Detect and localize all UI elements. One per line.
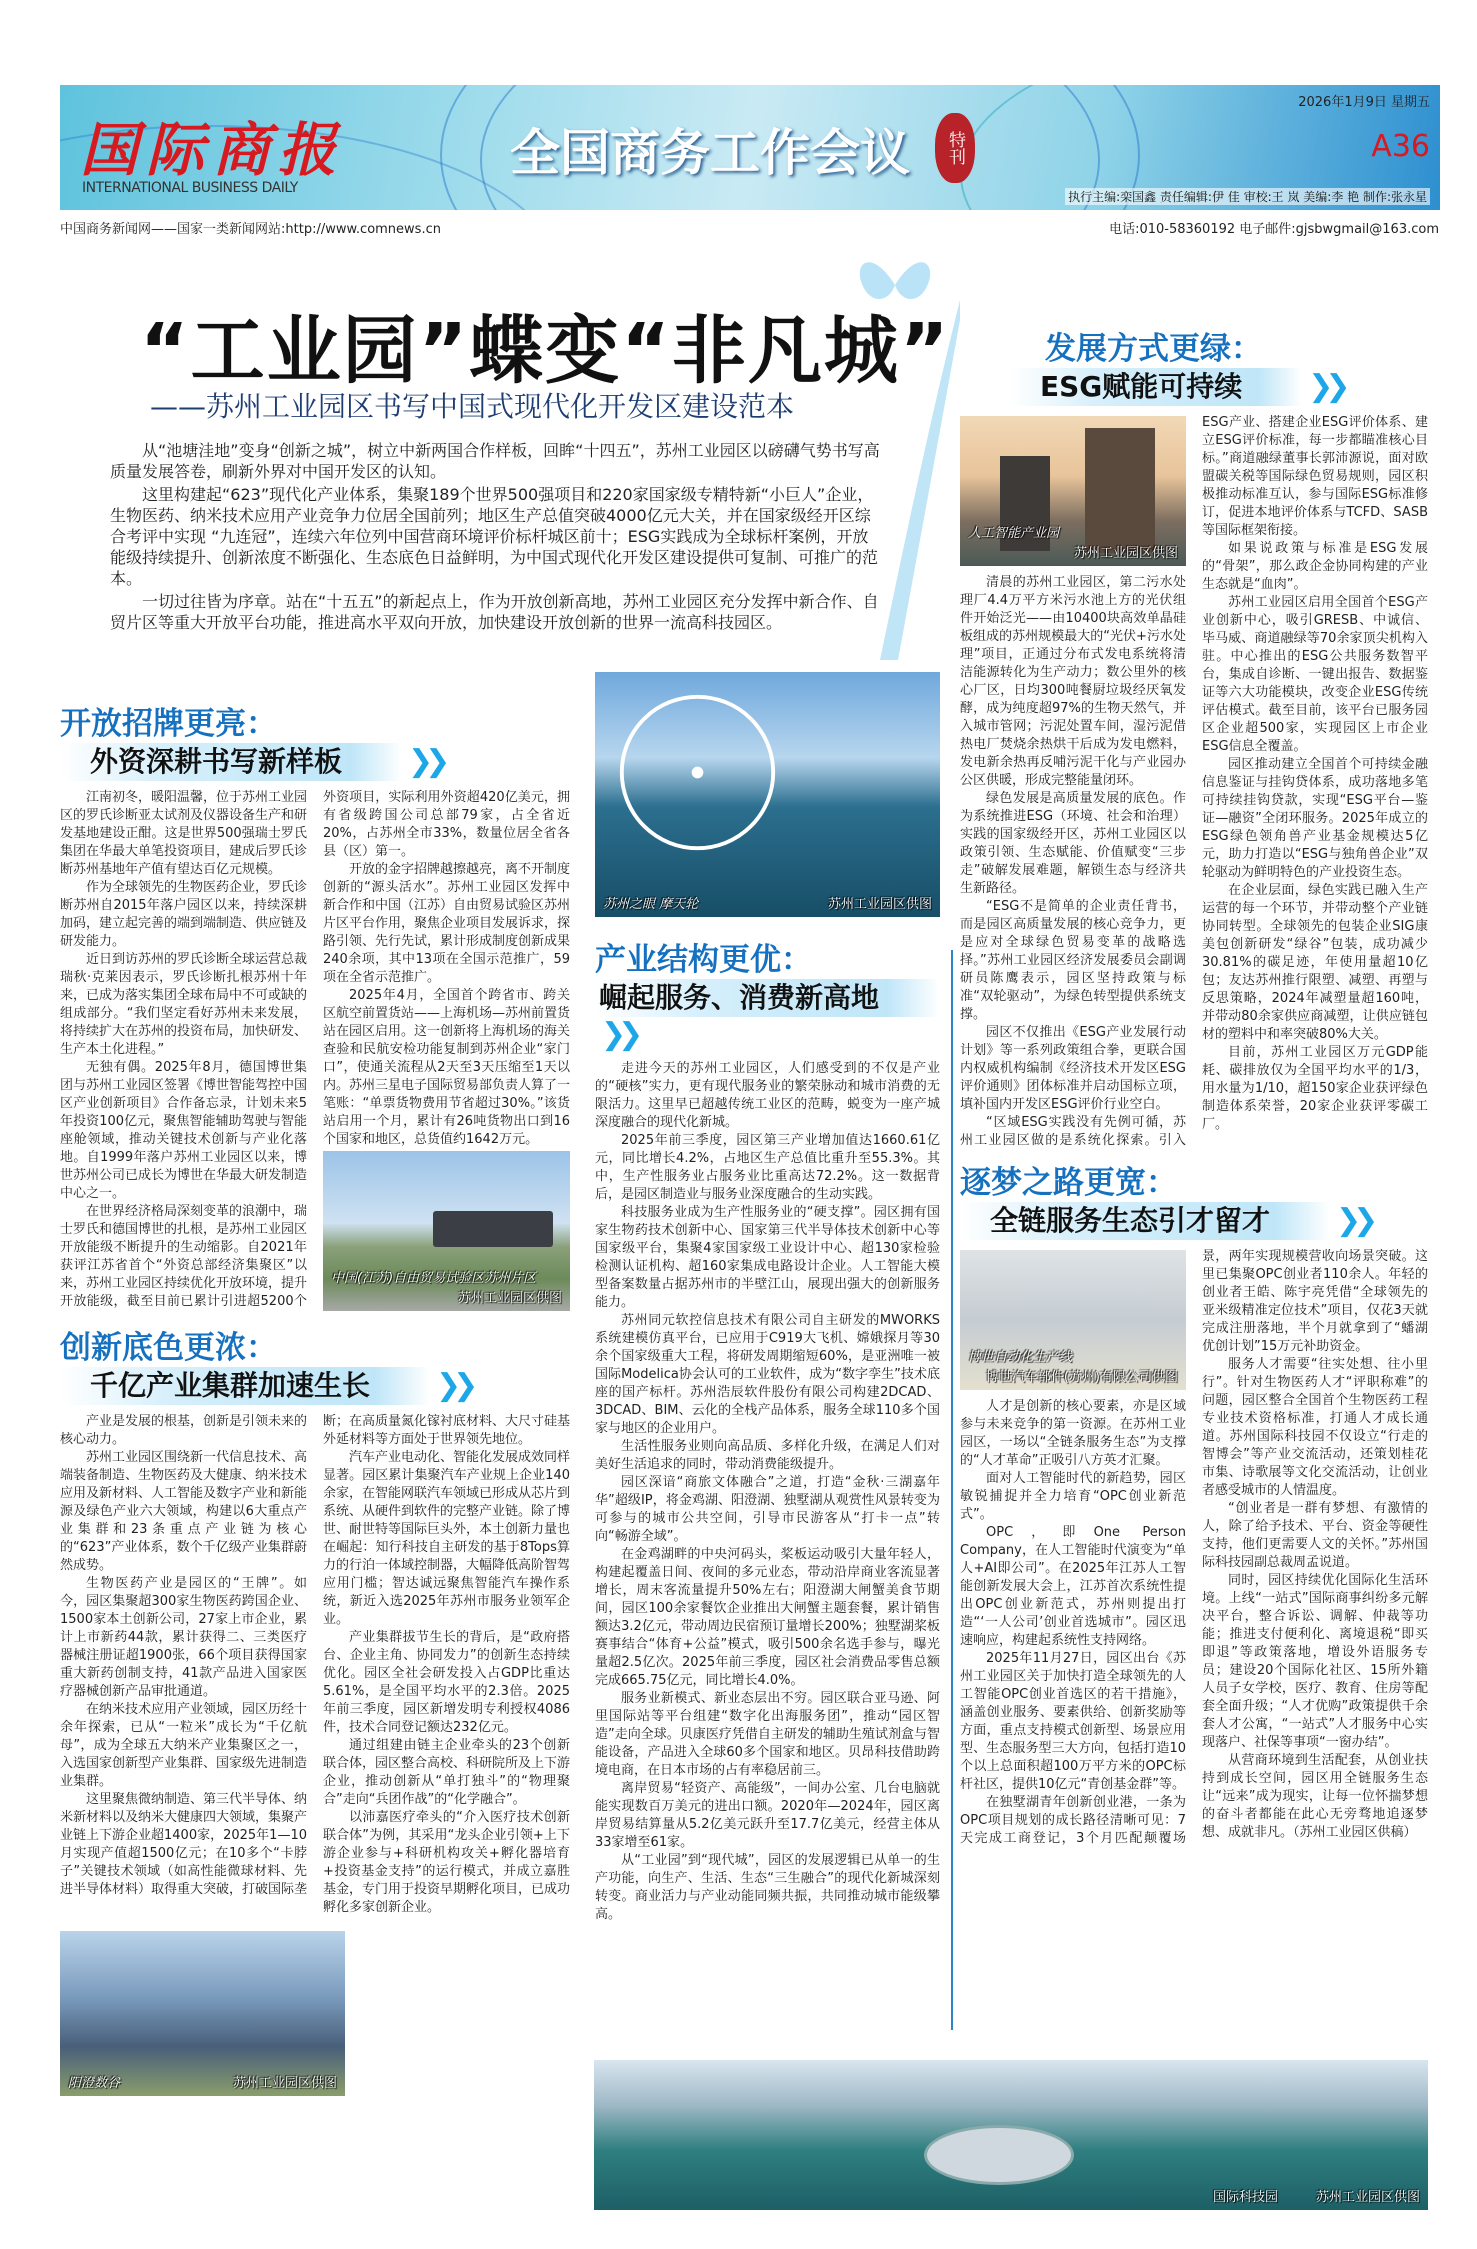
section-heading-talent xyxy=(960,1164,1428,1240)
contact-line: 电话:010-58360192 电子邮件:gjsbwgmail@163.com xyxy=(1109,222,1439,237)
paragraph: 开放的金字招牌越擦越亮，离不开制度创新的“源头活水”。苏州工业园区发挥中新合作和中国（江苏）自由贸易试验区苏州片区平台作用，聚焦企业项目发展诉求，探路引领、先行先试，累计形成制度创新成果240余项，其中13项在全国示范推广，59项在全省示范推广。 xyxy=(323,862,571,985)
paragraph: 作为全球领先的生物医药企业，罗氏诊断苏州自2015年落户园区以来，持续深耕加码，建立起完善的端到端制造、供应链及研发能力。 xyxy=(60,880,308,949)
paragraph: 服务人才需要“往实处想、往小里行”。针对生物医药人才“评职称难”的问题，园区整合全国首个生物医药工程专业技术资格标准，打通人才成长通道。苏州国际科技园不仅设立“行走的智博会”等产业交流活动，还策划桂花市集、诗歌展等文化交流活动，让创业者感受城市的人情温度。 xyxy=(1202,1357,1428,1498)
paragraph: 绿色发展是高质量发展的底色。作为系统推进ESG（环境、社会和治理）实践的国家级经开区，苏州工业园区以政策引领、生态赋能、价值赋变“三步走”破解发展难题，解锁生态与经济共生新路径。 xyxy=(960,791,1186,896)
paragraph: 近日到访苏州的罗氏诊断全球运营总裁瑞秋·克莱因表示，罗氏诊断扎根苏州十年来，已成为落实集团全球布局中不可或缺的组成部分。“我们坚定看好苏州未来发展，将持续扩大在苏州的投资布局，加快研发、生产本土化进程。” xyxy=(60,952,308,1057)
paragraph: 这里构建起“623”现代化产业体系，集聚189个世界500强项目和220家国家级专精特新“小巨人”企业，生物医药、纳米技术应用产业竞争力位居全国前列；地区生产总值突破4000亿元大关，并在国家级经开区综合考评中实现 “九连冠”，连续六年位列中国营商环境评价标杆城区前十；ESG实践成为全球标杆案例，开放能级持续提升、创新浓度不断强化、生态底色日益鲜明，为中国式现代化开发区建设提供可复制、可推广的范本。 xyxy=(110,485,879,588)
paragraph: “区域ESG实践没有先例可循，苏州工业园区做的是系统化探索。引入ESG产业、搭建企业ESG评价体系、建立ESG评价标准，每一步都瞄准核心目标。”商道融绿董事长郭沛源说，面对欧盟碳关税等国际绿色贸易规则，园区积极推动标准互认，参与国际ESG标准修订，促进本地评价体系与TCFD、SASB等国际框架衔接。 xyxy=(960,415,1428,1148)
paragraph: 园区深谙“商旅文体融合”之道，打造“金秋·三湖嘉年华”超级IP，将金鸡湖、阳澄湖、独墅湖从观赏性风景转变为可参与的城市公共空间，引导市民游客从“打卡一点”转向“畅游全域”。 xyxy=(595,1475,940,1544)
section-heading-primary: 发展方式更绿： xyxy=(1045,331,1262,367)
photo-credit: 苏州工业园区供图 xyxy=(457,1291,562,1306)
paragraph: 从营商环境到生活配套，从创业扶持到成长空间，园区用全链服务生态让“远来”成为现实，让每一位怀揣梦想的奋斗者都能在此心无旁骛地追逐梦想、成就非凡。（苏州工业园区供稿） xyxy=(1202,1753,1428,1840)
paragraph: 在独墅湖青年创新创业港，一条为OPC项目规划的成长路径清晰可见：7天完成工商登记，3个月匹配颠覆场景，两年实现规模营收向场景突破。这里已集聚OPC创业者110余人。年轻的创业者王皓、陈宇亮凭借“全球领先的亚米级精准定位技术”项目，仅花3天就完成注册落地，半个月就拿到了“蟠湖优创计划”15万元补助资金。 xyxy=(960,1249,1428,1846)
section-body-innovation xyxy=(60,1413,570,1917)
paragraph: 如果说政策与标准是ESG发展的“骨架”，那么政企金协同构建的产业生态就是“血肉”。 xyxy=(1202,541,1428,592)
paragraph: “创业者是一群有梦想、有激情的人，除了给予技术、平台、资金等硬性支持，他们更需要人文的关怀。”苏州国际科技园副总裁周孟说道。 xyxy=(1202,1501,1428,1570)
section-heading-secondary: 千亿产业集群加速生长 xyxy=(60,1367,430,1405)
section-heading-secondary: 全链服务生态引才留才 xyxy=(960,1202,1330,1240)
photo-ftz xyxy=(323,1151,570,1311)
paragraph: 产业集群拔节生长的背后，是“政府搭台、企业主角、协同发力”的创新生态持续优化。园区全社会研发投入占GDP比重达5.61%，是全国平均水平的2.3倍。2025年前三季度，园区新增发明专利授权4086件，技术合同登记额达232亿元。 xyxy=(323,1630,570,1735)
photo-caption: 苏州之眼 摩天轮 xyxy=(603,897,699,912)
column-divider xyxy=(951,950,953,2030)
chevron-right-icon: ❯❯ xyxy=(1308,369,1343,404)
photo-yangcheng xyxy=(60,1931,345,2096)
paragraph: 园区不仅推出《ESG产业发展行动计划》等一系列政策组合拳，更联合国内权威机构编制《经济技术开发区ESG评价通则》团体标准并启动国标立项，填补国内开发区ESG评价行业空白。 xyxy=(960,1025,1186,1112)
photo-caption: 博世自动化生产线 xyxy=(968,1350,1073,1365)
photo-caption: 国际科技园 xyxy=(1212,2190,1278,2205)
paragraph: 科技服务业成为生产性服务业的“硬支撑”。园区拥有国家生物药技术创新中心、国家第三代半导体技术创新中心等国家级平台，集聚4家国家级工业设计中心、超130家检验检测认证机构、超160家集成电路设计企业。人工智能大模型备案数量占据苏州市的半壁江山，展现出强大的创新服务能力。 xyxy=(595,1205,940,1310)
section-heading-secondary: 崛起服务、消费新高地 xyxy=(595,979,939,1017)
paragraph: 2025年前三季度，园区第三产业增加值达1660.61亿元，同比增长4.2%，占地区生产总值比重升至55.3%。其中，生产性服务业占服务业比重高达72.2%。这一数据背后，是园区制造业与服务业深度融合的生动实践。 xyxy=(595,1133,940,1202)
paragraph: 苏州同元软控信息技术有限公司自主研发的MWORKS系统建模仿真平台，已应用于C919大飞机、嫦娥探月等30余个国家级重大工程，将研发周期缩短60%，是亚洲唯一被国际Modelica协会认可的工业软件，成为“数字孪生”技术底座的国产标杆。苏州浩辰软件股份有限公司构建2DCAD、3DCAD、BIM、云化的全栈产品体系，服务全球110多个国家与地区的企业用户。 xyxy=(595,1313,940,1436)
paragraph: 以沛嘉医疗牵头的“介入医疗技术创新联合体”为例，其采用“龙头企业引领+上下游企业参与+科研机构攻关+孵化器培育+投资基金支持”的运行模式，并成立嘉胜基金，专门用于投资早期孵化项目，已成功孵化多家创新企业。 xyxy=(323,1810,571,1915)
paragraph: 离岸贸易“轻资产、高能级”，一间办公室、几台电脑就能实现数百万美元的进出口额。2020年—2024年，园区离岸贸易结算量从5.2亿美元跃升至17.7亿美元，经营主体从33家增至61家。 xyxy=(595,1781,940,1850)
paragraph: 在世界经济格局深刻变革的浪潮中，瑞士罗氏和德国博世的扎根，是苏州工业园区开放能级不断提升的生动缩影。自2021年获评江苏省首个“外资总部经济集聚区”以来，苏州工业园区持续优化开放环境，提升开放能级，截至目前已累计引进超5200个外资项目，实际利用外资超420亿美元，拥有省级跨国公司总部79家，占全省近20%，占苏州全市33%，数量位居全省各县（区）第一。 xyxy=(60,790,570,1309)
paragraph: 通过组建由链主企业牵头的23个创新联合体，园区整合高校、科研院所及上下游企业，推动创新从“单打独斗”的“物理聚合”走向“兵团作战”的“化学融合”。 xyxy=(323,1738,571,1807)
building xyxy=(1085,428,1155,553)
paragraph: 苏州工业园区启用全国首个ESG产业创新中心，吸引GRESB、中诚信、毕马威、商道融绿等70余家顶尖机构入驻。中心推出的ESG公共服务数智平台，集成自诊断、一键出报告、数据鉴证等六大功能模块，改变企业ESG传统评估模式。截至目前，该平台已服务园区企业超500家，实现园区上市企业ESG信息全覆盖。 xyxy=(1202,595,1428,754)
header-banner xyxy=(60,85,1440,210)
photo-credit: 苏州工业园区供图 xyxy=(827,897,932,912)
paragraph: 从“工业园”到“现代城”，园区的发展逻辑已从单一的生产功能，向生产、生活、生态“三生融合”的现代化新城深刻转变。商业活力与产业动能同频共振，共同推动城市能级攀高。 xyxy=(595,1853,940,1922)
section-heading-innovation xyxy=(60,1329,570,1405)
paragraph: 2025年11月27日，园区出台《苏州工业园区关于加快打造全球领先的人工智能OPC创业首选区的若干措施》，涵盖创业服务、要素供给、创新奖励等方面，重点支持模式创新型、场景应用型、生态服务型三大方向，包括打造10个以上总面积超100万平方米的OPC标杆社区，提供10亿元“青创基金群”等。 xyxy=(960,1651,1186,1792)
article-lead xyxy=(110,440,880,635)
paragraph: 苏州工业园区围绕新一代信息技术、高端装备制造、生物医药及大健康、纳米技术应用及新材料、人工智能及数字产业和新能源及绿色产业六大领域，构建以6大重点产业集群和23条重点产业链为核心的“623”产业体系，数个千亿级产业集群蔚然成势。 xyxy=(60,1450,308,1573)
chevron-right-icon: ❯❯ xyxy=(601,1017,636,1052)
paragraph: 产业是发展的根基，创新是引领未来的核心动力。 xyxy=(60,1414,308,1447)
page-number: A36 xyxy=(1371,129,1430,164)
article-subtitle: ——苏州工业园区书写中国式现代化开发区建设范本 xyxy=(150,390,795,423)
section-heading-primary: 逐梦之路更宽： xyxy=(960,1165,1177,1201)
left-column xyxy=(60,705,570,2096)
photo-science-park xyxy=(594,2060,1428,2210)
photo-credit: 苏州工业园区供图 xyxy=(232,2076,337,2091)
paragraph: 面对人工智能时代的新趋势，园区敏锐捕捉并全力培育“OPC创业新范式”。 xyxy=(960,1471,1186,1522)
photo-sign xyxy=(433,1211,553,1247)
paragraph: 江南初冬，暖阳温馨，位于苏州工业园区的罗氏诊断亚太试剂及仪器设备生产和研发基地建设正酣。这是世界500强瑞士罗氏集团在华最大单笔投资项目，建成后罗氏诊断苏州基地年产值有望达百亿元规模。 xyxy=(60,790,308,877)
photo-caption: 人工智能产业园 xyxy=(968,526,1060,541)
paragraph: 园区推动建立全国首个可持续金融信息鉴证与挂钩贷体系，成功落地多笔可持续挂钩贷款，实现“ESG平台—鉴证—融资”全闭环服务。2025年成立的ESG绿色领角兽产业基金规模达5亿元，助力打造以“ESG与独角兽企业”双轮驱动为鲜明特色的产业投资生态。 xyxy=(1202,757,1428,880)
paragraph: 一切过往皆为序章。站在“十五五”的新起点上，作为开放创新高地，苏州工业园区充分发挥中新合作、自贸片区等重大开放平台功能，推进高水平双向开放，加快建设开放创新的世界一流高科技园区。 xyxy=(110,592,879,632)
paragraph: 走进今天的苏州工业园区，人们感受到的不仅是产业的“硬核”实力，更有现代服务业的繁荣脉动和城市消费的无限活力。这里早已超越传统工业区的范畴，蜕变为一座产城深度融合的现代化新城。 xyxy=(595,1061,940,1130)
paragraph: 从“池塘洼地”变身“创新之城”，树立中新两国合作样板，回眸“十四五”，苏州工业园区以磅礴气势书写高质量发展答卷，刷新外界对中国开发区的认知。 xyxy=(110,441,880,481)
photo-ferris-wheel xyxy=(595,672,940,917)
section-heading-secondary: ESG赋能可持续 xyxy=(1010,368,1302,406)
right-column xyxy=(960,330,1428,1862)
website-line: 中国商务新闻网——国家一类新闻网站:http://www.comnews.cn xyxy=(60,222,441,237)
paragraph: 汽车产业电动化、智能化发展成效同样显著。园区累计集聚汽车产业规上企业140余家，在智能网联汽车领域已形成从芯片到系统、从硬件到软件的完整产业链。除了博世、耐世特等国际巨头外，本土创新力量也在崛起：知行科技自主研发的基于8Tops算力的行泊一体域控制器，大幅降低高阶智驾应用门槛；智达诚远聚焦智能汽车操作系统，新近入选2025年苏州市服务业领军企业。 xyxy=(323,1450,571,1627)
dome-building xyxy=(924,2125,1074,2185)
ferris-wheel-graphic xyxy=(615,690,780,855)
paragraph: OPC，即One Person Company，在人工智能时代演变为“单人+AI即公司”。在2025年江苏人工智能创新发展大会上，江苏首次系统性提出OPC创业新范式，苏州则提出打造“‘一人公司’创业首选城市”。园区迅速响应，构建起系统性支持网络。 xyxy=(960,1525,1186,1648)
paragraph: 在企业层面，绿色实践已融入生产运营的每一个环节，并带动整个产业链协同转型。全球领先的包装企业SIG康美包创新研发“绿谷”包装，成功减少30.81%的碳足迹，年使用量超10亿包；友达苏州推行限塑、减塑、再塑与反思策略，2024年减塑量超160吨，并带动80余家供应商减塑，让供应链包材的塑料中和率突破80%大关。 xyxy=(1202,883,1428,1042)
masthead-english: INTERNATIONAL BUSINESS DAILY xyxy=(82,180,298,196)
photo-ai-park xyxy=(960,416,1186,566)
special-issue-title: 全国商务工作会议 xyxy=(510,123,910,182)
section-body-open xyxy=(60,789,570,1315)
special-issue-seal: 特刊 xyxy=(935,113,975,183)
article-title: “工业园”蝶变“非凡城” xyxy=(140,308,951,394)
editor-credits: 执行主编:栾国鑫 责任编辑:伊 佳 审校:王 岚 美编:李 艳 制作:张永星 xyxy=(1065,188,1430,205)
chevron-right-icon: ❯❯ xyxy=(1336,1203,1371,1238)
paragraph: 清晨的苏州工业园区，第二污水处理厂4.4万平方米污水池上方的光伏组件开始泛光——由10400块高效单晶硅板组成的苏州规模最大的“光伏+污水处理”项目，正通过分布式发电系统将清洁能源转化为生产动力；数公里外的核心厂区，日均300吨餐厨垃圾经厌氧发酵，成为纯度超97%的生物天然气，并入城市管网；污泥处置车间，湿污泥借热电厂焚烧余热烘干后成为发电燃料，发电新余热再反哺污泥干化与产业园办公区供暖，形成完整能量闭环。 xyxy=(960,575,1186,788)
paragraph: 在纳米技术应用产业领域，园区历经十余年探索，已从“一粒米”成长为“千亿航母”，成为全球五大纳米产业集聚区之一，入选国家创新型产业集群、国家级先进制造业集群。 xyxy=(60,1702,308,1789)
paragraph: 2025年4月，全国首个跨省市、跨关区航空前置货站——上海机场—苏州前置货站在园区启用。这一创新将上海机场的海关查验和民航安检功能复制到苏州企业“家门口”，使通关流程从2天至3天压缩至1天以内。苏州三星电子国际贸易部负责人算了一笔账：“单票货物费用节省超过30%。”该货站启用一个月，累计有26吨货物出口到16个国家和地区，总货值约1642万元。 xyxy=(323,988,571,1147)
paragraph: 生物医药产业是园区的“王牌”。如今，园区集聚超300家生物医药跨国企业、1500家本土创新公司，27家上市企业，累计上市新药44款，累计获得二、三类医疗器械注册证超1900张，66个项目获得国家重大新药创制支持，41款产品进入国家医疗器械创新产品审批通道。 xyxy=(60,1576,307,1699)
middle-column xyxy=(595,672,940,1938)
paragraph: 服务业新模式、新业态层出不穷。园区联合亚马逊、阿里国际站等平台组建“数字化出海服务团”，推动“园区智造”走向全球。贝康医疗凭借自主研发的辅助生殖试剂盒与智能设备，产品进入全球60多个国家和地区。贝昂科技借助跨境电商，在日本市场的占有率稳居前三。 xyxy=(595,1691,940,1778)
section-body-industry xyxy=(595,1060,940,1924)
chevron-right-icon: ❯❯ xyxy=(408,744,443,779)
section-heading-industry xyxy=(595,941,940,1052)
paragraph: 同时，园区持续优化国际化生活环境。上线“一站式”国际商事纠纷多元解决平台，整合诉讼、调解、仲裁等功能；推进支付便利化、离境退税“即买即退”等政策落地，增设外语服务专员；建设20个国际化社区、15所外籍人员子女学校，医疗、教育、住房等配套全面升级；“人才优购”政策提供千余套人才公寓，“一站式”人才服务中心实现落户、社保等事项“一窗办结”。 xyxy=(1202,1573,1428,1750)
section-heading-secondary: 外资深耕书写新样板 xyxy=(60,743,402,781)
section-heading-open xyxy=(60,705,570,781)
section-heading-primary: 产业结构更优： xyxy=(595,942,812,978)
paragraph: 这里聚焦微纳制造、第三代半导体、纳米新材料以及纳米大健康四大领域，集聚产业链上下游企业超1400家，2025年1—10月实现产值超1500亿元；在10多个“卡脖子”关键技术领域（如高性能微球材料、先进半导体材料）取得重大突破，打破国际垄断；在高质量氮化镓衬底材料、大尺寸硅基外延材料等方面处于世界领先地位。 xyxy=(60,1414,571,1897)
paragraph: 无独有偶。2025年8月，德国博世集团与苏州工业园区签署《博世智能驾控中国区产业创新项目》合作备忘录，计划未来5年投资100亿元，聚焦智能辅助驾驶与智能座舱领域，推动关键技术创新与产业化落地。自1999年落户苏州工业园区以来，博世苏州公司已成长为博世在华最大研发制造中心之一。 xyxy=(60,1060,308,1201)
masthead-logo: 国际商报 xyxy=(80,116,345,184)
section-heading-primary: 创新底色更浓： xyxy=(60,1330,277,1366)
photo-caption: 阳澄数谷 xyxy=(68,2076,121,2091)
photo-caption: 中国(江苏)自由贸易试验区苏州片区 xyxy=(331,1271,537,1286)
section-body-green xyxy=(960,414,1428,1150)
paragraph: 在金鸡湖畔的中央河码头，桨板运动吸引大量年轻人，构建起覆盖日间、夜间的多元业态，带动沿岸商业客流显著增长，周末客流量提升50%左右；阳澄湖大闸蟹美食节期间，园区100余家餐饮企业推出大闸蟹主题套餐，累计销售额达3.2亿元，带动周边民宿预订量增长200%；独墅湖桨板赛事结合“体育+公益”模式，吸引500余名选手参与，曝光量超2.5亿次。2025年前三季度，园区社会消费品零售总额完成665.75亿元，同比增长4.0%。 xyxy=(595,1547,940,1688)
section-heading-primary: 开放招牌更亮： xyxy=(60,706,277,742)
photo-credit: 苏州工业园区供图 xyxy=(1073,546,1178,561)
paragraph: 目前，苏州工业园区万元GDP能耗、碳排放仅为全国平均水平的1/3，用水量为1/10，超150家企业获评绿色制造体系荣誉，20家企业获评零碳工厂。 xyxy=(1202,1045,1428,1132)
section-heading-green xyxy=(960,330,1428,406)
paragraph: “ESG不是简单的企业责任背书，而是园区高质量发展的核心竞争力，更是应对全球绿色贸易变革的战略选择。”苏州工业园区经济发展委员会副调研员陈鹰表示，园区坚持政策与标准“双轮驱动”，为绿色转型提供系统支撑。 xyxy=(960,899,1186,1022)
chevron-right-icon: ❯❯ xyxy=(436,1368,471,1403)
photo-credit: 博世汽车部件(苏州)有限公司供图 xyxy=(985,1370,1178,1385)
issue-date: 2026年1月9日 星期五 xyxy=(1298,95,1430,110)
section-body-talent xyxy=(960,1248,1428,1848)
photo-bosch xyxy=(960,1250,1186,1390)
photo-credit: 苏州工业园区供图 xyxy=(1315,2190,1420,2205)
paragraph: 生活性服务业则向高品质、多样化升级，在满足人们对美好生活追求的同时，带动消费能级提升。 xyxy=(595,1439,940,1472)
paragraph: 人才是创新的核心要素，亦是区域参与未来竞争的第一资源。在苏州工业园区，一场以“全链条服务生态”为支撑的“人才革命”正吸引八方英才汇聚。 xyxy=(960,1399,1186,1468)
